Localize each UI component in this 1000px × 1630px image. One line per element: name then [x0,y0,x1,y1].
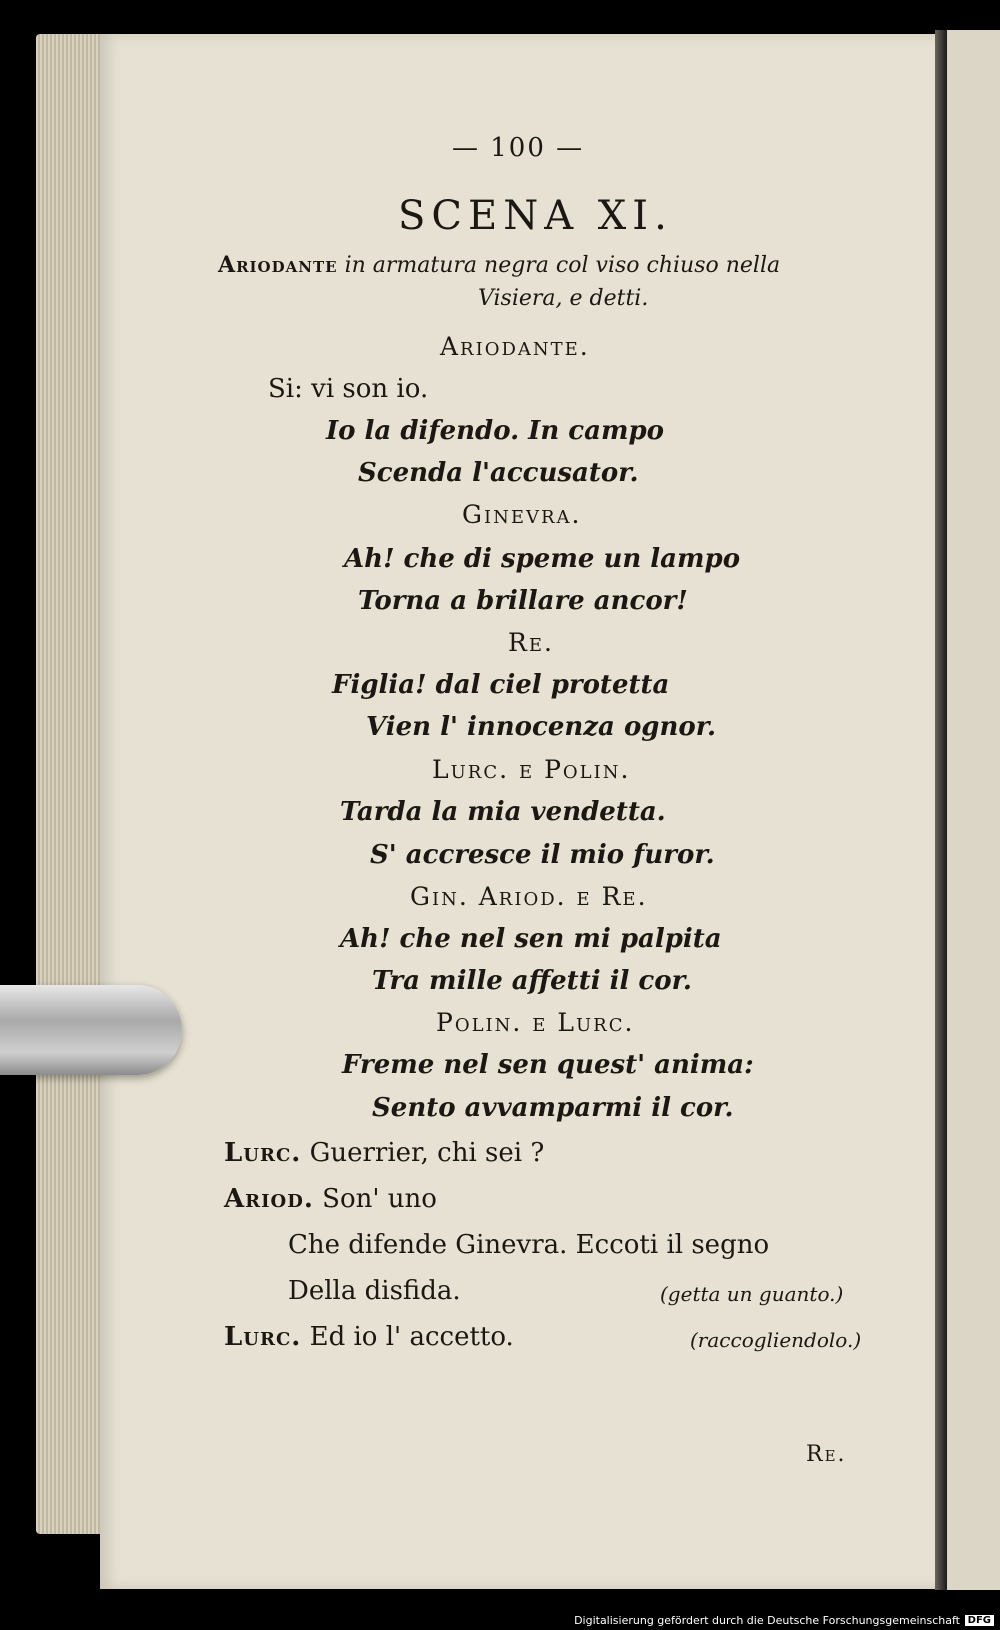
verse-line: Tra mille affetti il cor. [372,966,692,996]
dialogue-text: Guerrier, chi sei ? [309,1138,545,1168]
speaker-polin-lurc: Polin. e Lurc. [436,1008,635,1037]
stage-direction-line1 [218,252,780,278]
dialogue-text: Ed io l' accetto. [309,1322,514,1352]
verse-line: Ah! che nel sen mi palpita [340,924,722,954]
speaker-gin-ariod-re: Gin. Ariod. e Re. [410,882,648,911]
dialogue-speaker: Lurc. [224,1138,302,1168]
verse-line: S' accresce il mio furor. [370,840,715,870]
dialogue-speaker: Lurc. [224,1322,302,1352]
page-clip [0,985,182,1075]
dialogue-line [224,1138,544,1168]
speaker-ariodante: Ariodante. [440,332,590,361]
speaker-lurc-polin: Lurc. e Polin. [432,755,631,784]
stage-direction: (getta un guanto.) [660,1282,844,1306]
catchword: Re. [806,1442,847,1467]
footer-credit: Digitalisierung gefördert durch die Deutsche Forschungsgemeinschaft [574,1614,960,1627]
next-page-edge [947,30,1000,1590]
speaker-re: Re. [508,628,554,657]
verse-line: Tarda la mia vendetta. [340,797,666,827]
dialogue-speaker: Ariod. [224,1184,314,1214]
verse-line: Si: vi son io. [268,374,429,404]
verse-line: Scenda l'accusator. [358,458,639,488]
dialogue-line: Della disfida. [288,1276,461,1306]
dialogue-line: Che difende Ginevra. Eccoti il segno [288,1230,770,1260]
verse-line: Vien l' innocenza ognor. [366,712,717,742]
dialogue-line [224,1184,437,1214]
stage-direction-line2: Visiera, e detti. [478,286,649,311]
verse-line: Torna a brillare ancor! [358,586,688,616]
stage-direction: (raccogliendolo.) [690,1328,862,1352]
dialogue-text: Son' uno [322,1184,437,1214]
dialogue-line [224,1322,514,1352]
verse-line: Sento avvamparmi il cor. [372,1093,734,1123]
verse-line: Io la difendo. In campo [326,416,665,446]
scene-title: SCENA XI. [398,193,673,239]
verse-line: Figlia! dal ciel protetta [332,670,670,700]
dfg-logo: DFG [965,1615,994,1626]
gutter-shadow [935,30,947,1590]
stage-character: Ariodante [218,252,338,278]
verse-line: Ah! che di speme un lampo [344,544,741,574]
verse-line: Freme nel sen quest' anima: [342,1050,754,1080]
speaker-ginevra: Ginevra. [462,500,582,529]
stage-direction-text: in armatura negra col viso chiuso nella [344,253,781,278]
page-number: — 100 — [452,133,585,163]
